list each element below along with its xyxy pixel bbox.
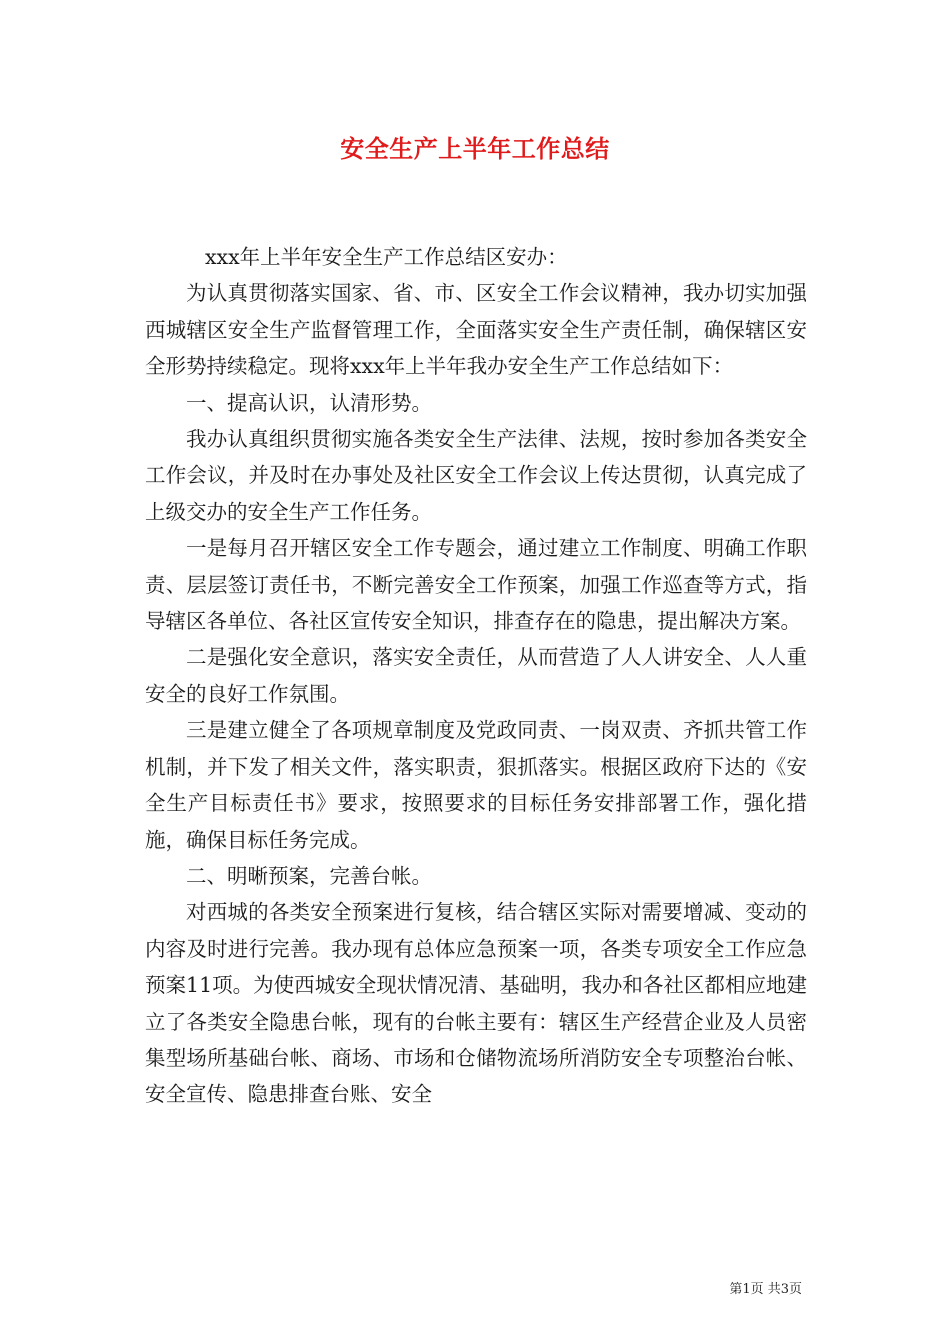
paragraph-heading-line: xxx年上半年安全生产工作总结区安办： <box>205 245 568 269</box>
section-heading-2: 二、明晰预案，完善台帐。 <box>186 863 432 888</box>
section-heading-1: 一、提高认识，认清形势。 <box>186 390 432 415</box>
document-title: 安全生产上半年工作总结 <box>340 134 610 163</box>
paragraph-point-3: 三是建立健全了各项规章制度及党政同责、一岗双责、齐抓共管工作机制，并下发了相关文件，落实职责，狠抓落实。根据区政府下达的《安全生产目标责任书》要求，按照要求的目标任务安排部署工作，强化措施，确保目标任务完成。 <box>145 718 807 852</box>
paragraph-section-2: 对西城的各类安全预案进行复核，结合辖区实际对需要增减、变动的内容及时进行完善。我办现有总体应急预案一项，各类专项安全工作应急预案11项。为使西城安全现状情况清、基础明，我办和各社区都相应地建立了各类安全隐患台帐，现有的台帐主要有：辖区生产经营企业及人员密集型场所基础台帐、商场、市场和仓储物流场所消防安全专项整治台帐、安全宣传、隐患排查台账、安全 <box>145 900 807 1107</box>
page-footer: 第1页 共3页 <box>729 1282 802 1297</box>
paragraph-point-2: 二是强化安全意识，落实安全责任，从而营造了人人讲安全、人人重安全的良好工作氛围。 <box>145 645 807 706</box>
paragraph-intro: 为认真贯彻落实国家、省、市、区安全工作会议精神，我办切实加强西城辖区安全生产监督管理工作，全面落实安全生产责任制，确保辖区安全形势持续稳定。现将xxx年上半年我办安全生产工作总结如下： <box>145 281 807 379</box>
document-body <box>145 239 807 1113</box>
paragraph-section-1: 我办认真组织贯彻实施各类安全生产法律、法规，按时参加各类安全工作会议，并及时在办事处及社区安全工作会议上传达贯彻，认真完成了上级交办的安全生产工作任务。 <box>145 427 807 524</box>
paragraph-point-1: 一是每月召开辖区安全工作专题会，通过建立工作制度、明确工作职责、层层签订责任书，不断完善安全工作预案，加强工作巡查等方式，指导辖区各单位、各社区宣传安全知识，排查存在的隐患，提出解决方案。 <box>145 536 807 634</box>
